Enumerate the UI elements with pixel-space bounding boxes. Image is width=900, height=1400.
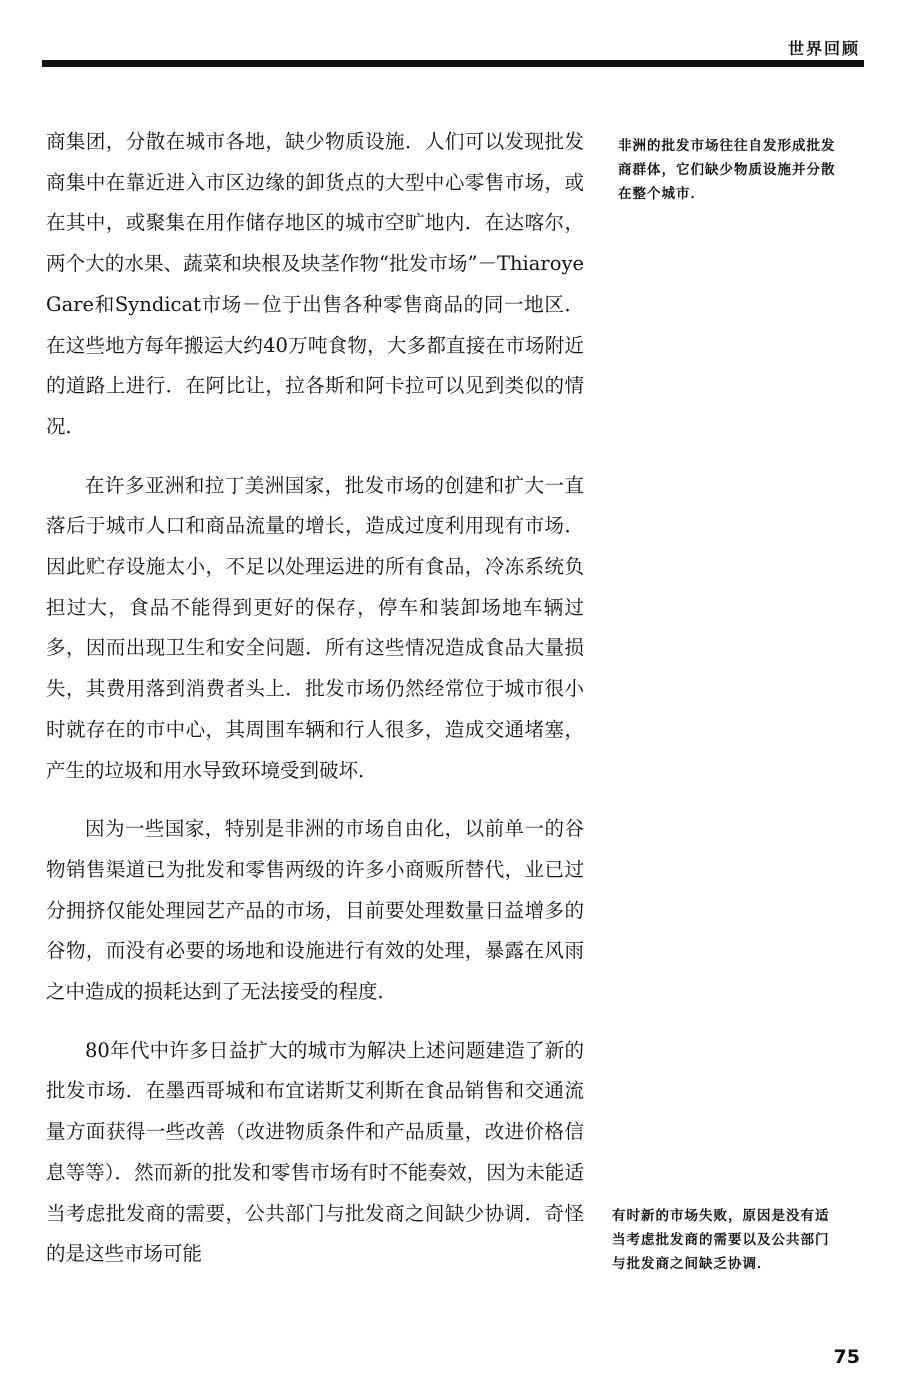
margin-note-top: 非洲的批发市场往往自发形成批发商群体，它们缺少物质设施并分散在整个城市． [618, 138, 836, 202]
running-head-title: 世界回顾 [787, 39, 860, 58]
header-rule [42, 60, 864, 67]
paragraph-2: 在许多亚洲和拉丁美洲国家，批发市场的创建和扩大一直落后于城市人口和商品流量的增长，造成过度利用现有市场．因此贮存设施太小，不足以处理运进的所有食品，冷冻系统负担过大，食品不能得到更好的保存，停车和装卸场地车辆过多，因而出现卫生和安全问题．所有这些情况造成食品大量损失，其费用落到消费者头上．批发市场仍然经常位于城市很小时就存在的市中心，其周围车辆和行人很多，造成交通堵塞，产生的垃圾和用水导致环境受到破坏． [46, 473, 584, 782]
page-number: 75 [833, 1346, 860, 1368]
paragraph-1: 商集团，分散在城市各地，缺少物质设施．人们可以发现批发商集中在靠近进入市区边缘的卸货点的大型中心零售市场，或在其中，或聚集在用作储存地区的城市空旷地内．在达喀尔，两个大的水果、蔬菜和块根及块茎作物“批发市场”－Thiaroye Gare和Syndicat市场－位于出售各种零售商品的同一地区．在这些地方每年搬运大约40万吨食物，大多都直接在市场附近的道路上进行．在阿比让，拉各斯和阿卡拉可以见到类似的情况． [46, 130, 584, 438]
paragraph-3: 因为一些国家，特别是非洲的市场自由化，以前单一的谷物销售渠道已为批发和零售两级的许多小商贩所替代，业已过分拥挤仅能处理园艺产品的市场，目前要处理数量日益增多的谷物，而没有必要的场地和设施进行有效的处理，暴露在风雨之中造成的损耗达到了无法接受的程度． [46, 817, 584, 1004]
body-text [46, 122, 584, 1293]
margin-note-bottom: 有时新的市场失败，原因是没有适当考虑批发商的需要以及公共部门与批发商之间缺乏协调． [612, 1208, 830, 1272]
paragraph-4: 80年代中许多日益扩大的城市为解决上述问题建造了新的批发市场．在墨西哥城和布宜诺斯艾利斯在食品销售和交通流量方面获得一些改善（改进物质条件和产品质量，改进价格信息等等）．然而新的批发和零售市场有时不能奏效，因为未能适当考虑批发商的需要，公共部门与批发商之间缺少协调．奇怪的是这些市场可能 [46, 1038, 584, 1266]
